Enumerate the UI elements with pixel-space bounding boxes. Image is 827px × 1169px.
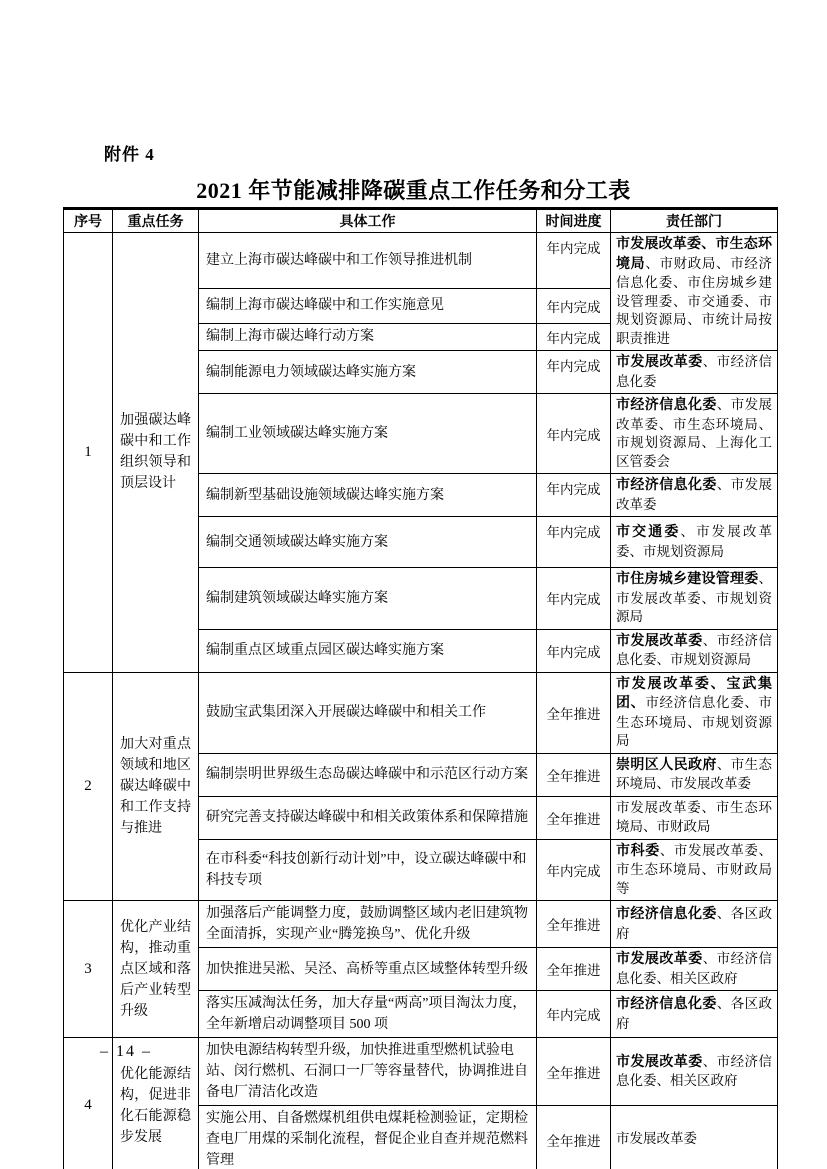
page-number: – 14 –	[100, 1043, 152, 1060]
department-cell	[611, 629, 778, 672]
attachment-label: 附件 4	[104, 145, 155, 164]
header-row	[64, 209, 778, 233]
schedule-cell: 全年推进	[537, 753, 611, 796]
col-header-work: 具体工作	[199, 209, 537, 233]
other-departments: 、市发展改革委	[616, 477, 773, 512]
other-departments: 、市发展改革委、市规划资源局	[616, 524, 773, 559]
lead-department: 市经济信息化委	[616, 398, 717, 413]
schedule-cell: 年内完成	[537, 568, 611, 630]
lead-department: 市发展改革委、宝武集团、	[616, 676, 772, 711]
work-cell: 编制上海市碳达峰行动方案	[199, 323, 537, 350]
lead-department: 市发展改革委、市生态环境局	[616, 237, 772, 272]
work-cell: 加快电源结构转型升级，加快推进重型燃机试验电站、闵行燃机、石洞口一厂等容量替代，协调推进自备电厂清洁化改造	[199, 1038, 537, 1106]
work-cell: 编制交通领域碳达峰实施方案	[199, 517, 537, 568]
other-departments: 、市发展改革委、市规划资源局	[616, 571, 772, 624]
work-cell: 编制工业领域碳达峰实施方案	[199, 394, 537, 474]
schedule-cell: 年内完成	[537, 474, 611, 517]
schedule-cell: 年内完成	[537, 288, 611, 323]
lead-department: 市科委	[616, 843, 660, 859]
work-cell: 编制崇明世界级生态岛碳达峰碳中和示范区行动方案	[199, 753, 537, 796]
section-number: 4	[64, 1038, 113, 1169]
department-cell	[611, 568, 778, 630]
other-departments: 、市经济信息化委、相关区政府	[616, 951, 773, 986]
department-cell	[611, 474, 778, 517]
work-cell: 编制能源电力领域碳达峰实施方案	[199, 351, 537, 394]
schedule-cell: 年内完成	[537, 323, 611, 350]
page-title: 2021 年节能减排降碳重点工作任务和分工表	[196, 178, 631, 203]
section-number: 1	[64, 233, 113, 673]
other-departments: 、市财政局、市经济信息化委、市住房城乡建设管理委、市交通委、市规划资源局、市统计局按职责推进	[616, 255, 773, 346]
section-task: 加大对重点领域和地区碳达峰碳中和工作支持与推进	[113, 672, 199, 901]
work-cell: 编制上海市碳达峰碳中和工作实施意见	[199, 288, 537, 323]
work-cell: 编制新型基础设施领域碳达峰实施方案	[199, 474, 537, 517]
col-header-schedule: 时间进度	[537, 209, 611, 233]
other-departments: 市发展改革委、市生态环境局、市财政局	[616, 799, 772, 834]
lead-department: 市发展改革委	[616, 1054, 703, 1070]
work-cell: 实施公用、自备燃煤机组供电煤耗检测验证，定期检查电厂用煤的采制化流程，督促企业自查并规范燃料管理	[199, 1106, 537, 1169]
lead-department: 市经济信息化委	[616, 907, 717, 922]
department-cell	[611, 672, 778, 753]
department-cell	[611, 233, 778, 351]
lead-department: 市经济信息化委	[616, 997, 717, 1012]
work-cell: 编制重点区域重点园区碳达峰实施方案	[199, 629, 537, 672]
col-header-task: 重点任务	[113, 209, 199, 233]
work-cell: 在市科委“科技创新行动计划”中，设立碳达峰碳中和科技专项	[199, 839, 537, 901]
department-cell	[611, 753, 778, 796]
other-departments: 、市发展改革委、市生态环境局、市规划资源局、上海化工区管委会	[616, 397, 773, 469]
schedule-cell: 全年推进	[537, 901, 611, 948]
department-cell	[611, 948, 778, 991]
schedule-cell: 年内完成	[537, 629, 611, 672]
department-cell	[611, 839, 778, 901]
section-number: 3	[64, 901, 113, 1038]
schedule-cell: 年内完成	[537, 394, 611, 474]
schedule-cell: 全年推进	[537, 1106, 611, 1169]
other-departments: 市发展改革委	[616, 1130, 697, 1146]
department-cell	[611, 517, 778, 568]
department-cell	[611, 351, 778, 394]
schedule-cell: 全年推进	[537, 948, 611, 991]
lead-department: 市交通委	[616, 525, 681, 540]
col-header-no: 序号	[64, 209, 113, 233]
lead-department: 市发展改革委	[616, 952, 703, 967]
lead-department: 崇明区人民政府	[616, 757, 717, 773]
work-cell: 加强落后产能调整力度，鼓励调整区域内老旧建筑物全面清拆，实现产业“腾笼换鸟”、优化升级	[199, 901, 537, 948]
section-task: 加强碳达峰碳中和工作组织领导和顶层设计	[113, 233, 199, 673]
schedule-cell: 全年推进	[537, 1038, 611, 1106]
lead-department: 市发展改革委	[616, 633, 703, 649]
department-cell	[611, 901, 778, 948]
lead-department: 市发展改革委	[616, 355, 703, 370]
table-row	[64, 672, 778, 753]
work-cell: 鼓励宝武集团深入开展碳达峰碳中和相关工作	[199, 672, 537, 753]
col-header-department: 责任部门	[611, 209, 778, 233]
work-assignment-table	[63, 207, 778, 1169]
lead-department: 市住房城乡建设管理委	[616, 572, 759, 587]
lead-department: 市经济信息化委	[616, 478, 717, 493]
section-number: 2	[64, 672, 113, 901]
schedule-cell: 年内完成	[537, 839, 611, 901]
other-departments: 市经济信息化委、市生态环境局、市规划资源局	[616, 695, 773, 748]
table-row	[64, 233, 778, 289]
work-cell: 加快推进吴淞、吴泾、高桥等重点区域整体转型升级	[199, 948, 537, 991]
schedule-cell: 年内完成	[537, 991, 611, 1038]
schedule-cell: 全年推进	[537, 796, 611, 839]
other-departments: 、市生态环境局、市发展改革委	[616, 756, 773, 791]
department-cell	[611, 1038, 778, 1106]
schedule-cell: 年内完成	[537, 517, 611, 568]
other-departments: 、各区政府	[616, 996, 773, 1031]
work-cell: 研究完善支持碳达峰碳中和相关政策体系和保障措施	[199, 796, 537, 839]
other-departments: 、市发展改革委、市生态环境局、市财政局等	[616, 842, 773, 896]
schedule-cell: 年内完成	[537, 351, 611, 394]
table-row	[64, 901, 778, 948]
other-departments: 、市经济信息化委、市规划资源局	[616, 632, 773, 667]
section-task: 优化能源结构，促进非化石能源稳步发展	[113, 1038, 199, 1169]
work-cell: 建立上海市碳达峰碳中和工作领导推进机制	[199, 233, 537, 289]
department-cell	[611, 394, 778, 474]
department-cell	[611, 796, 778, 839]
section-task: 优化产业结构，推动重点区域和落后产业转型升级	[113, 901, 199, 1038]
other-departments: 、市经济信息化委	[616, 354, 773, 389]
table-row	[64, 1038, 778, 1106]
other-departments: 、各区政府	[616, 906, 773, 941]
schedule-cell: 全年推进	[537, 672, 611, 753]
work-cell: 编制建筑领域碳达峰实施方案	[199, 568, 537, 630]
department-cell	[611, 991, 778, 1038]
department-cell	[611, 1106, 778, 1169]
work-cell: 落实压减淘汰任务，加大存量“两高”项目淘汰力度，全年新增启动调整项目 500 项	[199, 991, 537, 1038]
other-departments: 、市经济信息化委、相关区政府	[616, 1053, 773, 1088]
schedule-cell: 年内完成	[537, 233, 611, 289]
